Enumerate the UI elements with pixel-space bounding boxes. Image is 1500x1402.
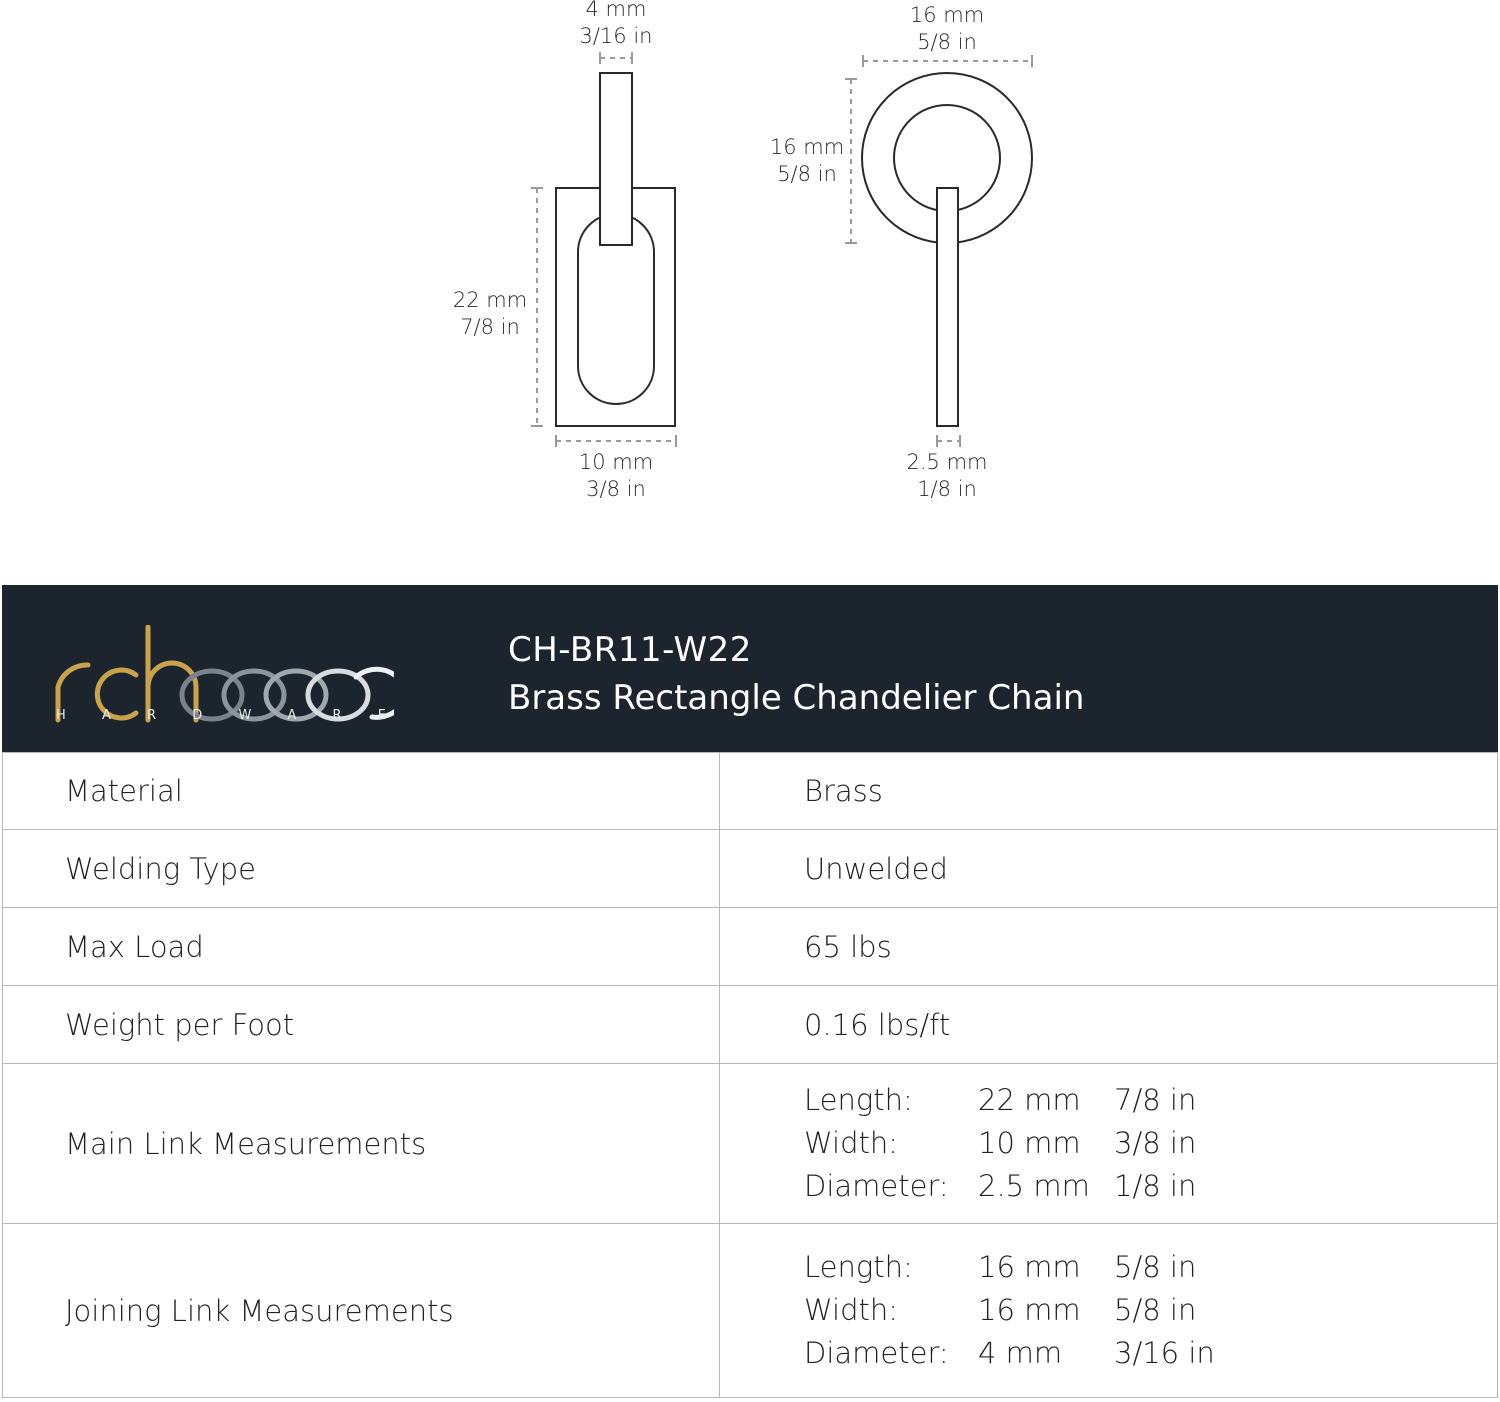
dim-mm: 22 mm — [452, 288, 528, 312]
measurement-key: Diameter: — [804, 1336, 949, 1370]
spec-value: Brass — [720, 753, 1498, 830]
measurement-key: Width: — [804, 1293, 899, 1327]
brand-logo-wordmark — [56, 708, 386, 723]
joining-link-connector-bar — [937, 188, 958, 426]
measurement-mm: 2.5 mm — [978, 1169, 1090, 1203]
spec-value-measurements — [720, 1064, 1498, 1224]
logo-letter: D — [192, 708, 203, 723]
measurement-row — [804, 1122, 1497, 1165]
logo-letter: R — [332, 708, 342, 723]
measurement-in: 5/8 in — [1114, 1250, 1197, 1284]
logo-letter: A — [101, 708, 111, 723]
measurement-key: Length: — [804, 1250, 913, 1284]
dim-in: 7/8 in — [460, 315, 520, 339]
measurement-key: Diameter: — [804, 1169, 949, 1203]
spec-label: Main Link Measurements — [3, 1064, 720, 1224]
dim-joining-width — [897, 2, 997, 56]
dim-mm: 2.5 mm — [906, 450, 988, 474]
spec-label: Material — [3, 753, 720, 830]
table-row — [3, 908, 1498, 986]
dim-in: 3/16 in — [579, 24, 653, 48]
logo-letter: R — [147, 708, 157, 723]
dim-joining-diameter — [897, 449, 997, 503]
measurement-key: Width: — [804, 1126, 899, 1160]
measurement-row — [804, 1289, 1497, 1332]
measurement-in: 5/8 in — [1114, 1293, 1197, 1327]
measurement-mm: 4 mm — [978, 1336, 1063, 1370]
dim-in: 3/8 in — [586, 477, 646, 501]
dim-main-width — [566, 449, 666, 503]
table-row — [3, 1224, 1498, 1398]
product-header — [2, 585, 1498, 752]
measurement-key: Length: — [804, 1083, 913, 1117]
table-row — [3, 830, 1498, 908]
dim-main-length — [440, 287, 540, 341]
measurement-mm: 16 mm — [978, 1250, 1081, 1284]
spec-label: Weight per Foot — [3, 986, 720, 1064]
table-row — [3, 986, 1498, 1064]
dim-in: 5/8 in — [777, 162, 837, 186]
diagram-drawing — [0, 0, 1500, 585]
logo-letter: H — [56, 708, 66, 723]
dim-mm: 16 mm — [769, 135, 845, 159]
measurement-mm: 22 mm — [978, 1083, 1081, 1117]
spec-label: Max Load — [3, 908, 720, 986]
product-code: CH-BR11-W22 — [508, 630, 752, 670]
table-row — [3, 1064, 1498, 1224]
dim-mm: 16 mm — [909, 3, 985, 27]
measurement-row — [804, 1332, 1497, 1375]
spec-value: Unwelded — [720, 830, 1498, 908]
dim-in: 5/8 in — [917, 30, 977, 54]
spec-table — [2, 752, 1498, 1398]
dim-mm: 10 mm — [578, 450, 654, 474]
measurement-in: 1/8 in — [1114, 1169, 1197, 1203]
product-name: Brass Rectangle Chandelier Chain — [508, 678, 1085, 718]
spec-value-measurements — [720, 1224, 1498, 1398]
measurement-in: 7/8 in — [1114, 1083, 1197, 1117]
spec-value: 0.16 lbs/ft — [720, 986, 1498, 1064]
chain-link-diagram — [0, 0, 1500, 585]
dim-joining-height — [757, 134, 857, 188]
measurement-row — [804, 1079, 1497, 1122]
measurement-mm: 10 mm — [978, 1126, 1081, 1160]
measurement-in: 3/8 in — [1114, 1126, 1197, 1160]
logo-letter: E — [377, 708, 386, 723]
measurement-in: 3/16 in — [1114, 1336, 1215, 1370]
logo-letter: A — [287, 708, 297, 723]
dim-in: 1/8 in — [917, 477, 977, 501]
measurement-row — [804, 1165, 1497, 1208]
measurement-mm: 16 mm — [978, 1293, 1081, 1327]
spec-label: Joining Link Measurements — [3, 1224, 720, 1398]
measurement-row — [804, 1246, 1497, 1289]
table-row — [3, 753, 1498, 830]
dim-mm: 4 mm — [585, 0, 647, 21]
logo-letter: W — [238, 708, 252, 723]
spec-value: 65 lbs — [720, 908, 1498, 986]
spec-label: Welding Type — [3, 830, 720, 908]
dim-main-top-width — [566, 0, 666, 50]
main-link-connector-bar — [600, 73, 632, 245]
